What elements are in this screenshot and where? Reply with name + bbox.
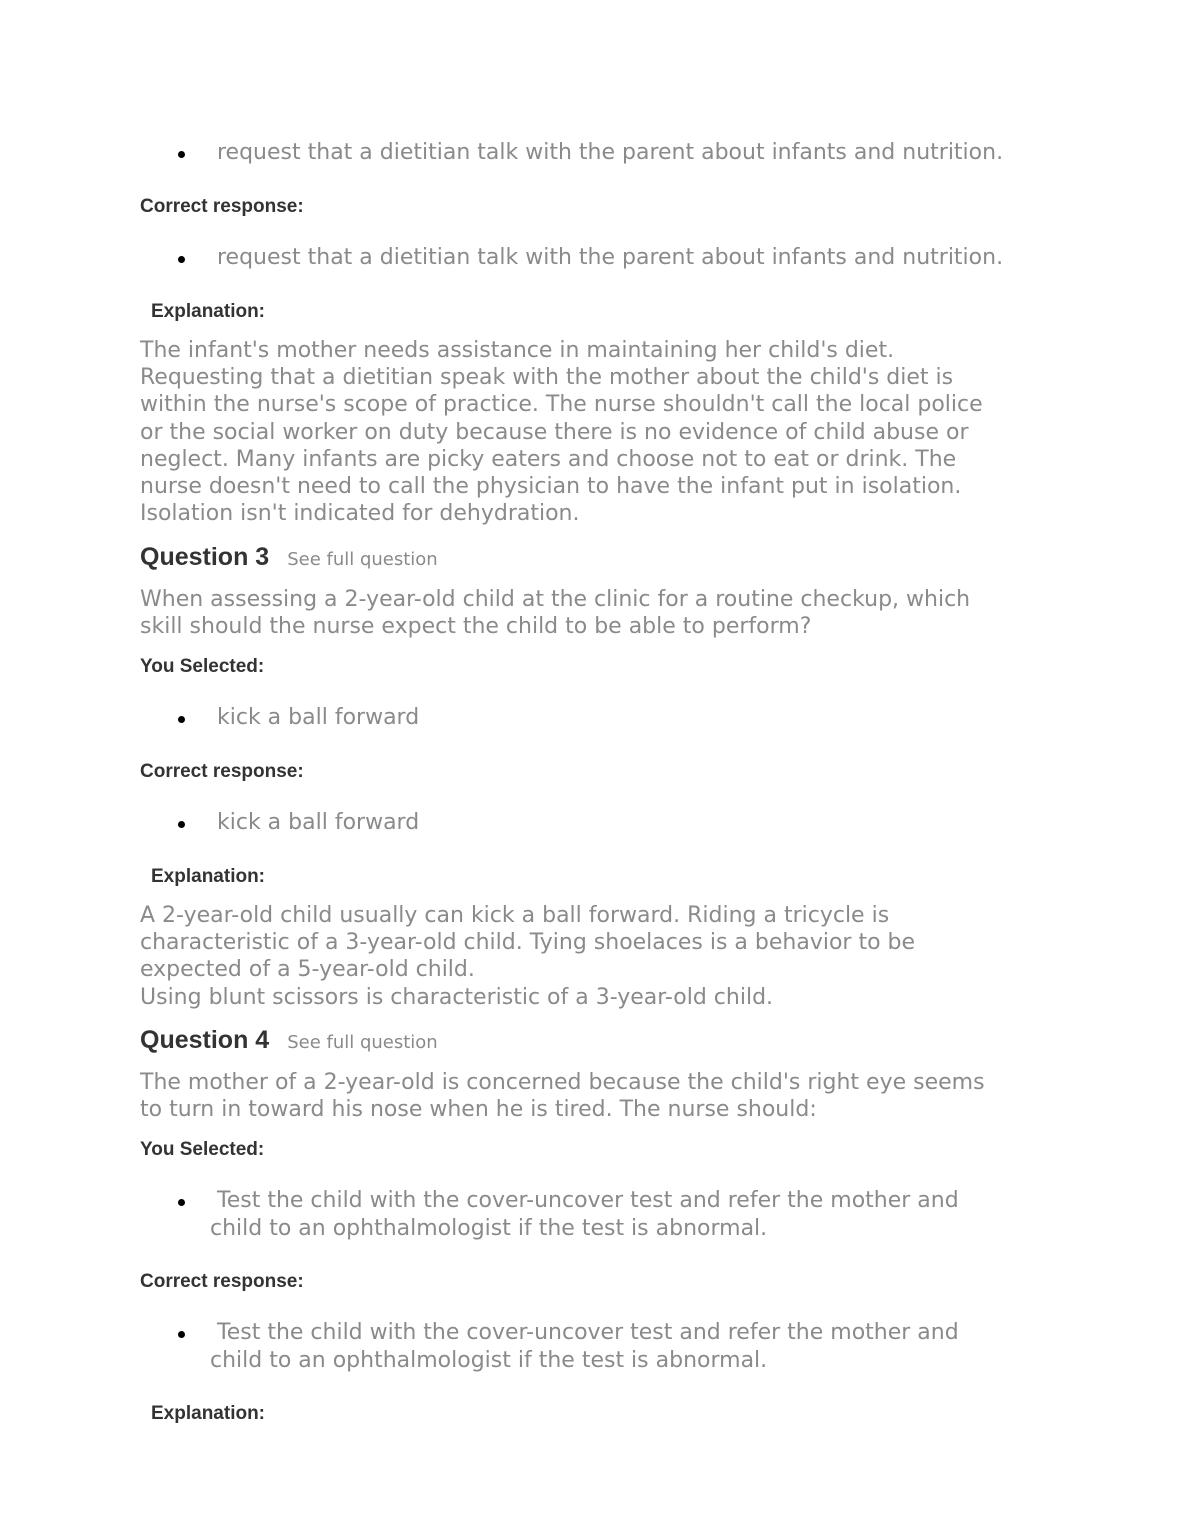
- see-full-question-link[interactable]: See full question: [287, 1032, 438, 1053]
- question-prompt: The mother of a 2-year-old is concerned because the child's right eye seems to turn in toward his nose when he is tired. The nurse should:: [140, 1070, 985, 1123]
- bullet-icon: [178, 1331, 185, 1338]
- correct-answer-text: kick a ball forward: [217, 810, 420, 835]
- explanation-text: The infant's mother needs assistance in maintaining her child's diet. Requesting that a dietitian speak with the mother about the child's diet is within the nurse's scope of practice. The nurse shouldn't call the local police or the social worker on duty because there is no evidence of child abuse or neglect. Many infants are picky eaters and choose not to eat or drink. The nurse doesn't need to call the physician to have the infant put in isolation. Isolation isn't indicated for dehydration.: [140, 338, 983, 527]
- question-heading: [140, 1026, 438, 1055]
- correct-answer-text: request that a dietitian talk with the parent about infants and nutrition.: [217, 245, 1004, 270]
- correct-response-label: Correct response:: [140, 196, 304, 217]
- correct-answer-text: Test the child with the cover-uncover test and refer the mother and child to an ophthalmologist if the test is abnormal.: [210, 1320, 959, 1373]
- bullet-icon: [178, 256, 185, 263]
- question-heading: [140, 543, 438, 572]
- bullet-icon: [178, 716, 185, 723]
- question-prompt: When assessing a 2-year-old child at the clinic for a routine checkup, which skill should the nurse expect the child to be able to perform?: [140, 587, 971, 640]
- you-selected-label: You Selected:: [140, 656, 265, 677]
- selected-answer-text: request that a dietitian talk with the parent about infants and nutrition.: [217, 140, 1004, 165]
- selected-answer-text: kick a ball forward: [217, 705, 420, 730]
- see-full-question-link[interactable]: See full question: [287, 549, 438, 570]
- explanation-label: Explanation:: [151, 1403, 266, 1424]
- explanation-label: Explanation:: [151, 301, 266, 322]
- question-title: Question 4: [140, 1026, 270, 1054]
- explanation-text: A 2-year-old child usually can kick a ball forward. Riding a tricycle is characteristic of a 3-year-old child. Tying shoelaces is a behavior to be expected of a 5-year-old child. Using blunt scissors is characteristic of a 3-year-old child.: [140, 903, 916, 1010]
- bullet-icon: [178, 821, 185, 828]
- correct-response-label: Correct response:: [140, 761, 304, 782]
- you-selected-label: You Selected:: [140, 1139, 265, 1160]
- explanation-label: Explanation:: [151, 866, 266, 887]
- bullet-icon: [178, 151, 185, 158]
- selected-answer-text: Test the child with the cover-uncover test and refer the mother and child to an ophthalmologist if the test is abnormal.: [210, 1188, 959, 1241]
- question-title: Question 3: [140, 543, 270, 571]
- correct-response-label: Correct response:: [140, 1271, 304, 1292]
- bullet-icon: [178, 1199, 185, 1206]
